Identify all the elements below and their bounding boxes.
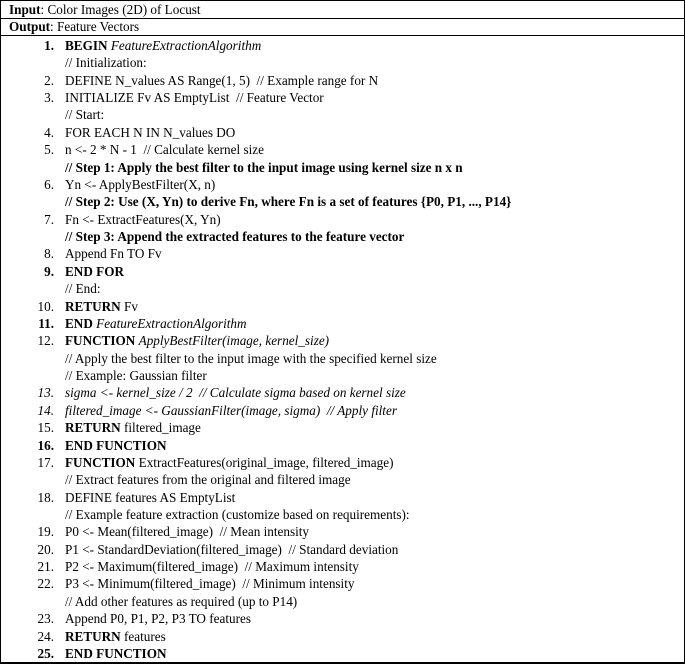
step-text	[65, 124, 235, 141]
step-text	[65, 437, 166, 454]
step-number: 5.	[44, 142, 54, 158]
step-number: 24.	[37, 628, 54, 644]
step-number: 4.	[44, 124, 54, 140]
step-text	[65, 176, 215, 193]
step-text-segment: // Extract features from the original and filtered image	[65, 472, 351, 488]
bottom-rule	[1, 662, 684, 663]
step-text-segment: P0 <- Mean(filtered_image) // Mean intensity	[65, 524, 310, 540]
step-number: 22.	[37, 576, 54, 592]
step-text	[65, 523, 309, 540]
step-text-segment: Yn <- ApplyBestFilter(X, n)	[65, 176, 216, 192]
step-text-segment: INITIALIZE Fv AS EmptyList // Feature Vector	[65, 90, 324, 106]
step-text	[65, 298, 138, 315]
step-number: 18.	[37, 489, 54, 505]
step-number: 6.	[44, 176, 54, 192]
step-text	[65, 37, 261, 54]
step-number: 25.	[37, 645, 54, 661]
step-text	[65, 106, 104, 123]
step-text-segment: P2 <- Maximum(filtered_image) // Maximum intensity	[65, 559, 359, 575]
step-number: 13.	[37, 385, 54, 401]
step-text-segment: filtered_image <- GaussianFilter(image, sigma) // Apply filter	[65, 402, 397, 418]
step-text	[65, 610, 251, 627]
step-text	[65, 645, 166, 662]
step-number: 11.	[38, 315, 54, 331]
step-number: 12.	[37, 333, 54, 349]
step-text	[65, 384, 406, 401]
step-text	[65, 245, 162, 262]
step-text-segment: FeatureExtractionAlgorithm	[110, 38, 262, 53]
step-number: 9.	[44, 263, 54, 279]
step-number: 20.	[37, 541, 54, 557]
step-text	[65, 263, 124, 280]
step-text	[65, 228, 404, 245]
step-text-segment: P3 <- Minimum(filtered_image) // Minimum intensity	[65, 576, 355, 592]
step-text-segment: ApplyBestFilter(image, kernel_size)	[138, 333, 330, 349]
step-number: 10.	[37, 298, 54, 314]
step-number: 16.	[37, 437, 54, 453]
step-text	[65, 402, 397, 419]
step-number: 15.	[37, 420, 54, 436]
step-text-segment: RETURN	[65, 628, 121, 644]
step-text	[65, 315, 247, 332]
step-text	[65, 489, 235, 506]
step-text	[65, 471, 351, 488]
step-text	[65, 332, 329, 349]
step-number: 3.	[44, 90, 54, 106]
step-text	[65, 575, 354, 592]
input-row	[9, 2, 201, 18]
step-text-segment: DEFINE N_values AS Range(1, 5) // Example range for N	[65, 72, 379, 88]
step-number: 1.	[44, 38, 54, 53]
step-text-segment: // Step 2: Use (X, Yn) to derive Fn, where Fn is a set of features {P0, P1, ..., P14}	[65, 194, 512, 210]
step-text	[65, 593, 297, 610]
step-text-segment: // Apply the best filter to the input image with the specified kernel size	[65, 350, 437, 366]
step-number: 8.	[44, 246, 54, 262]
step-text-segment: DEFINE features AS EmptyList	[65, 489, 236, 505]
step-text	[65, 54, 147, 71]
output-row	[9, 19, 139, 35]
step-text-segment: END FOR	[65, 263, 124, 279]
output-label: Output	[9, 19, 51, 34]
step-text-segment: // Add other features as required (up to P14)	[65, 593, 298, 609]
output-value: : Feature Vectors	[50, 19, 140, 34]
step-text	[65, 89, 324, 106]
step-number: 23.	[37, 611, 54, 627]
step-text-segment: Append P0, P1, P2, P3 TO features	[65, 611, 251, 627]
step-text-segment: // Start:	[65, 107, 105, 123]
step-number: 14.	[37, 402, 54, 418]
step-number: 19.	[37, 524, 54, 540]
step-number: 2.	[44, 72, 54, 88]
step-text-segment: sigma <- kernel_size / 2 // Calculate sigma based on kernel size	[65, 385, 406, 401]
step-text-segment: // Step 1: Apply the best filter to the input image using kernel size n x n	[65, 159, 463, 175]
step-text-segment: Fv	[120, 298, 138, 314]
step-text-segment: RETURN	[65, 298, 121, 314]
step-text	[65, 141, 264, 158]
step-text-segment: FUNCTION	[65, 454, 136, 470]
step-text-segment: RETURN	[65, 420, 121, 436]
step-text	[65, 193, 511, 210]
step-text-segment: END FUNCTION	[65, 437, 167, 453]
step-text	[65, 280, 101, 297]
step-text-segment: Append Fn TO Fv	[65, 246, 162, 262]
step-text-segment: FOR EACH N IN N_values DO	[65, 124, 236, 140]
step-text-segment: P1 <- StandardDeviation(filtered_image) // Standard deviation	[65, 541, 399, 557]
step-text	[65, 367, 207, 384]
step-text-segment: FeatureExtractionAlgorithm	[96, 315, 247, 331]
step-text-segment: // Initialization:	[65, 55, 147, 71]
step-text-segment: Fn <- ExtractFeatures(X, Yn)	[65, 211, 221, 227]
step-text-segment: ExtractFeatures(original_image, filtered_image)	[135, 454, 394, 470]
step-text-segment: // Example: Gaussian filter	[65, 368, 207, 384]
input-value: : Color Images (2D) of Locust	[40, 2, 201, 17]
step-text	[65, 159, 463, 176]
step-text	[65, 558, 359, 575]
step-text	[65, 211, 221, 228]
step-text-segment: // End:	[65, 281, 101, 297]
step-text	[65, 506, 410, 523]
step-text-segment: filtered_image	[120, 420, 201, 436]
step-number: 21.	[37, 559, 54, 575]
step-text-segment: END FUNCTION	[65, 645, 167, 661]
step-text	[65, 419, 201, 436]
step-text	[65, 454, 394, 471]
step-text-segment: END	[65, 315, 93, 331]
step-number: 7.	[44, 211, 54, 227]
step-text-segment: FUNCTION	[65, 333, 136, 349]
input-label: Input	[9, 2, 41, 17]
step-text	[65, 350, 437, 367]
step-text-segment: features	[120, 628, 166, 644]
step-text	[65, 628, 166, 645]
body-divider	[1, 35, 684, 36]
step-text	[65, 541, 398, 558]
step-text-segment: n <- 2 * N - 1 // Calculate kernel size	[65, 142, 264, 158]
step-number: 17.	[37, 454, 54, 470]
step-text	[65, 72, 378, 89]
step-text-segment: BEGIN	[65, 38, 108, 53]
step-text-segment: // Step 3: Append the extracted features to the feature vector	[65, 229, 405, 245]
step-text-segment: // Example feature extraction (customize based on requirements):	[65, 506, 410, 522]
